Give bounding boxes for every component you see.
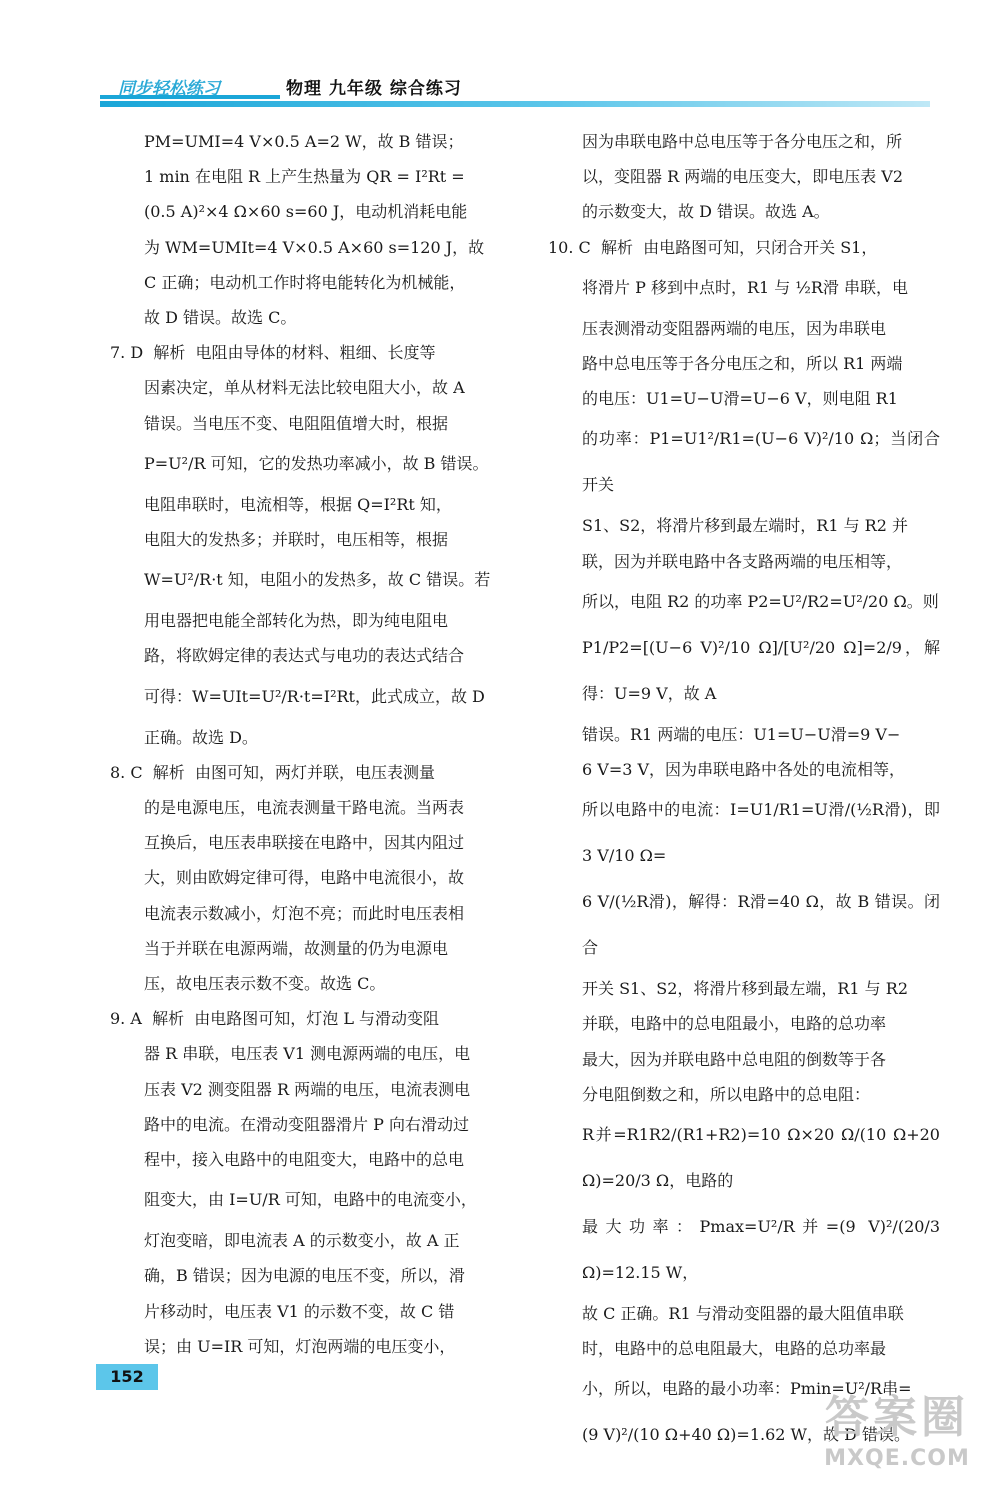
formula-line: 所以，电阻 R2 的功率 P2=U²/R2=U²/20 Ω。则: [582, 591, 939, 611]
formula-line: 阻变大，由 I=U/R 可知，电路中的电流变小，: [144, 1190, 477, 1210]
text-line: 正确。故选 D。: [144, 727, 258, 747]
answer-10-heading: 10. C 解析 由电路图可知，只闭合开关 S1，: [548, 237, 878, 257]
formula-line: (9 V)²/(10 Ω+40 Ω)=1.62 W，故 D 错误。: [582, 1425, 910, 1445]
text-line: 联，因为并联电路中各支路两端的电压相等，: [582, 551, 903, 571]
text-line: 当于并联在电源两端，故测量的仍为电源电: [144, 938, 449, 958]
text-line: 并联，电路中的总电阻最小，电路的总功率: [582, 1014, 887, 1034]
text-line: 故 C 正确。R1 与滑动变阻器的最大阻值串联: [582, 1304, 904, 1324]
text-line: 程中，接入电路中的电阻变大，电路中的总电: [144, 1150, 465, 1170]
formula-line: 将滑片 P 移到中点时，R1 与 ½R滑 串联，电: [582, 277, 908, 297]
text-line: 误；由 U=IR 可知，灯泡两端的电压变小，: [144, 1336, 456, 1356]
text-line: (0.5 A)²×4 Ω×60 s=60 J，电动机消耗电能: [144, 202, 468, 222]
text-line: 1 min 在电阻 R 上产生热量为 QR = I²Rt =: [144, 167, 465, 187]
left-column: [110, 124, 512, 1364]
text-line: 开关 S1、S2，将滑片移到最左端，R1 与 R2: [582, 979, 908, 999]
text-line: 电流表示数减小，灯泡不亮；而此时电压表相: [144, 903, 465, 923]
text-line: 的示数变大，故 D 错误。故选 A。: [582, 202, 830, 222]
text-line: 时，电路中的总电阻最大，电路的总功率最: [582, 1339, 887, 1359]
text-line: 以，变阻器 R 两端的电压变大，即电压表 V2: [582, 167, 904, 187]
formula-line: W=U²/R·t 知，电阻小的发热多，故 C 错误。若: [144, 570, 491, 590]
text-line: 的电压：U1=U−U滑=U−6 V，则电阻 R1: [582, 389, 898, 409]
text-line: 确，B 错误；因为电源的电压不变，所以，滑: [144, 1266, 465, 1286]
text-line: 的是电源电压，电流表测量干路电流。当两表: [144, 798, 465, 818]
text-line: 路中的电流。在滑动变阻器滑片 P 向右滑动过: [144, 1114, 469, 1134]
watermark: [802, 1390, 992, 1482]
text-line: 6 V=3 V，因为串联电路中各处的电流相等，: [582, 760, 906, 780]
formula-line: 所以电路中的电流：I=U1/R1=U滑/(½R滑)，即3 V/10 Ω=: [582, 800, 940, 866]
text-line: C 正确；电动机工作时将电能转化为机械能，: [144, 272, 466, 292]
text-line: S1、S2，将滑片移到最左端时，R1 与 R2 并: [582, 516, 908, 536]
text-line: 最大，因为并联电路中总电阻的倒数等于各: [582, 1049, 887, 1069]
formula-line: P=U²/R 可知，它的发热功率减小，故 B 错误。: [144, 453, 489, 473]
text-line: 用电器把电能全部转化为热，即为纯电阻电: [144, 611, 449, 631]
answer-7-heading: 7. D 解析 电阻由导体的材料、粗细、长度等: [110, 343, 436, 363]
text-line: 电阻大的发热多；并联时，电压相等，根据: [144, 530, 449, 550]
answer-8-heading: 8. C 解析 由图可知，两灯并联，电压表测量: [110, 762, 435, 782]
text-line: 压表 V2 测变阻器 R 两端的电压，电流表测电: [144, 1079, 471, 1099]
text-line: 电阻串联时，电流相等，根据 Q=I²Rt 知，: [144, 494, 452, 514]
formula-line: 最大功率：Pmax=U²/R并=(9 V)²/(20/3 Ω)=12.15 W，: [582, 1217, 946, 1283]
text-line: 互换后，电压表串联接在电路中，因其内阻过: [144, 833, 465, 853]
text-line: 错误。R1 两端的电压：U1=U−U滑=9 V−: [582, 724, 901, 744]
text-line: 压表测滑动变阻器两端的电压，因为串联电: [582, 318, 887, 338]
formula-line: 6 V/(½R滑)，解得：R滑=40 Ω，故 B 错误。闭合: [582, 892, 940, 958]
answer-9-heading: 9. A 解析 由电路图可知，灯泡 L 与滑动变阻: [110, 1009, 440, 1029]
series-title: 同步轻松练习: [118, 79, 220, 99]
text-line: 大，则由欧姆定律可得，电路中电流很小，故: [144, 868, 465, 888]
formula-line: 可得：W=UIt=U²/R·t=I²Rt，此式成立，故 D: [144, 686, 485, 706]
text-line: 为 WM=UMIt=4 V×0.5 A×60 s=120 J，故: [144, 237, 485, 257]
text-line: 灯泡变暗，即电流表 A 的示数变小，故 A 正: [144, 1231, 460, 1251]
formula-line: 的功率：P1=U1²/R1=(U−6 V)²/10 Ω；当闭合开关: [582, 429, 940, 495]
page-number: 152: [96, 1364, 158, 1390]
text-line: 路，将欧姆定律的表达式与电功的表达式结合: [144, 646, 465, 666]
right-column: [548, 124, 946, 1458]
formula-line: R并=R1R2/(R1+R2)=10 Ω×20 Ω/(10 Ω+20 Ω)=20/3 Ω，电路的: [582, 1125, 946, 1191]
watermark-url: MXQE.COM: [824, 1446, 970, 1471]
subject-title: 物理 九年级 综合练习: [286, 79, 462, 99]
text-line: 因素决定，单从材料无法比较电阻大小，故 A: [144, 378, 465, 398]
text-line: PM=UMI=4 V×0.5 A=2 W，故 B 错误；: [144, 132, 464, 151]
watermark-logo: 答案圈: [825, 1392, 969, 1443]
text-line: 压，故电压表示数不变。故选 C。: [144, 974, 386, 994]
formula-line: P1/P2=[(U−6 V)²/10 Ω]/[U²/20 Ω]=2/9，解得：U=9 V，故 A: [582, 637, 940, 703]
text-line: 错误。当电压不变、电阻阻值增大时，根据: [144, 413, 449, 433]
text-line: 路中总电压等于各分电压之和，所以 R1 两端: [582, 354, 903, 374]
text-line: 故 D 错误。故选 C。: [144, 308, 297, 328]
text-line: 器 R 串联，电压表 V1 测电源两端的电压，电: [144, 1044, 471, 1064]
text-line: 因为串联电路中总电压等于各分电压之和，所: [582, 132, 903, 151]
page-header: [100, 78, 930, 108]
header-rule: [100, 101, 930, 107]
text-line: 片移动时，电压表 V1 的示数不变，故 C 错: [144, 1301, 455, 1321]
formula-line: 小，所以，电路的最小功率：Pmin=U²/R串=: [582, 1379, 912, 1399]
text-line: 分电阻倒数之和，所以电路中的总电阻：: [582, 1084, 871, 1104]
